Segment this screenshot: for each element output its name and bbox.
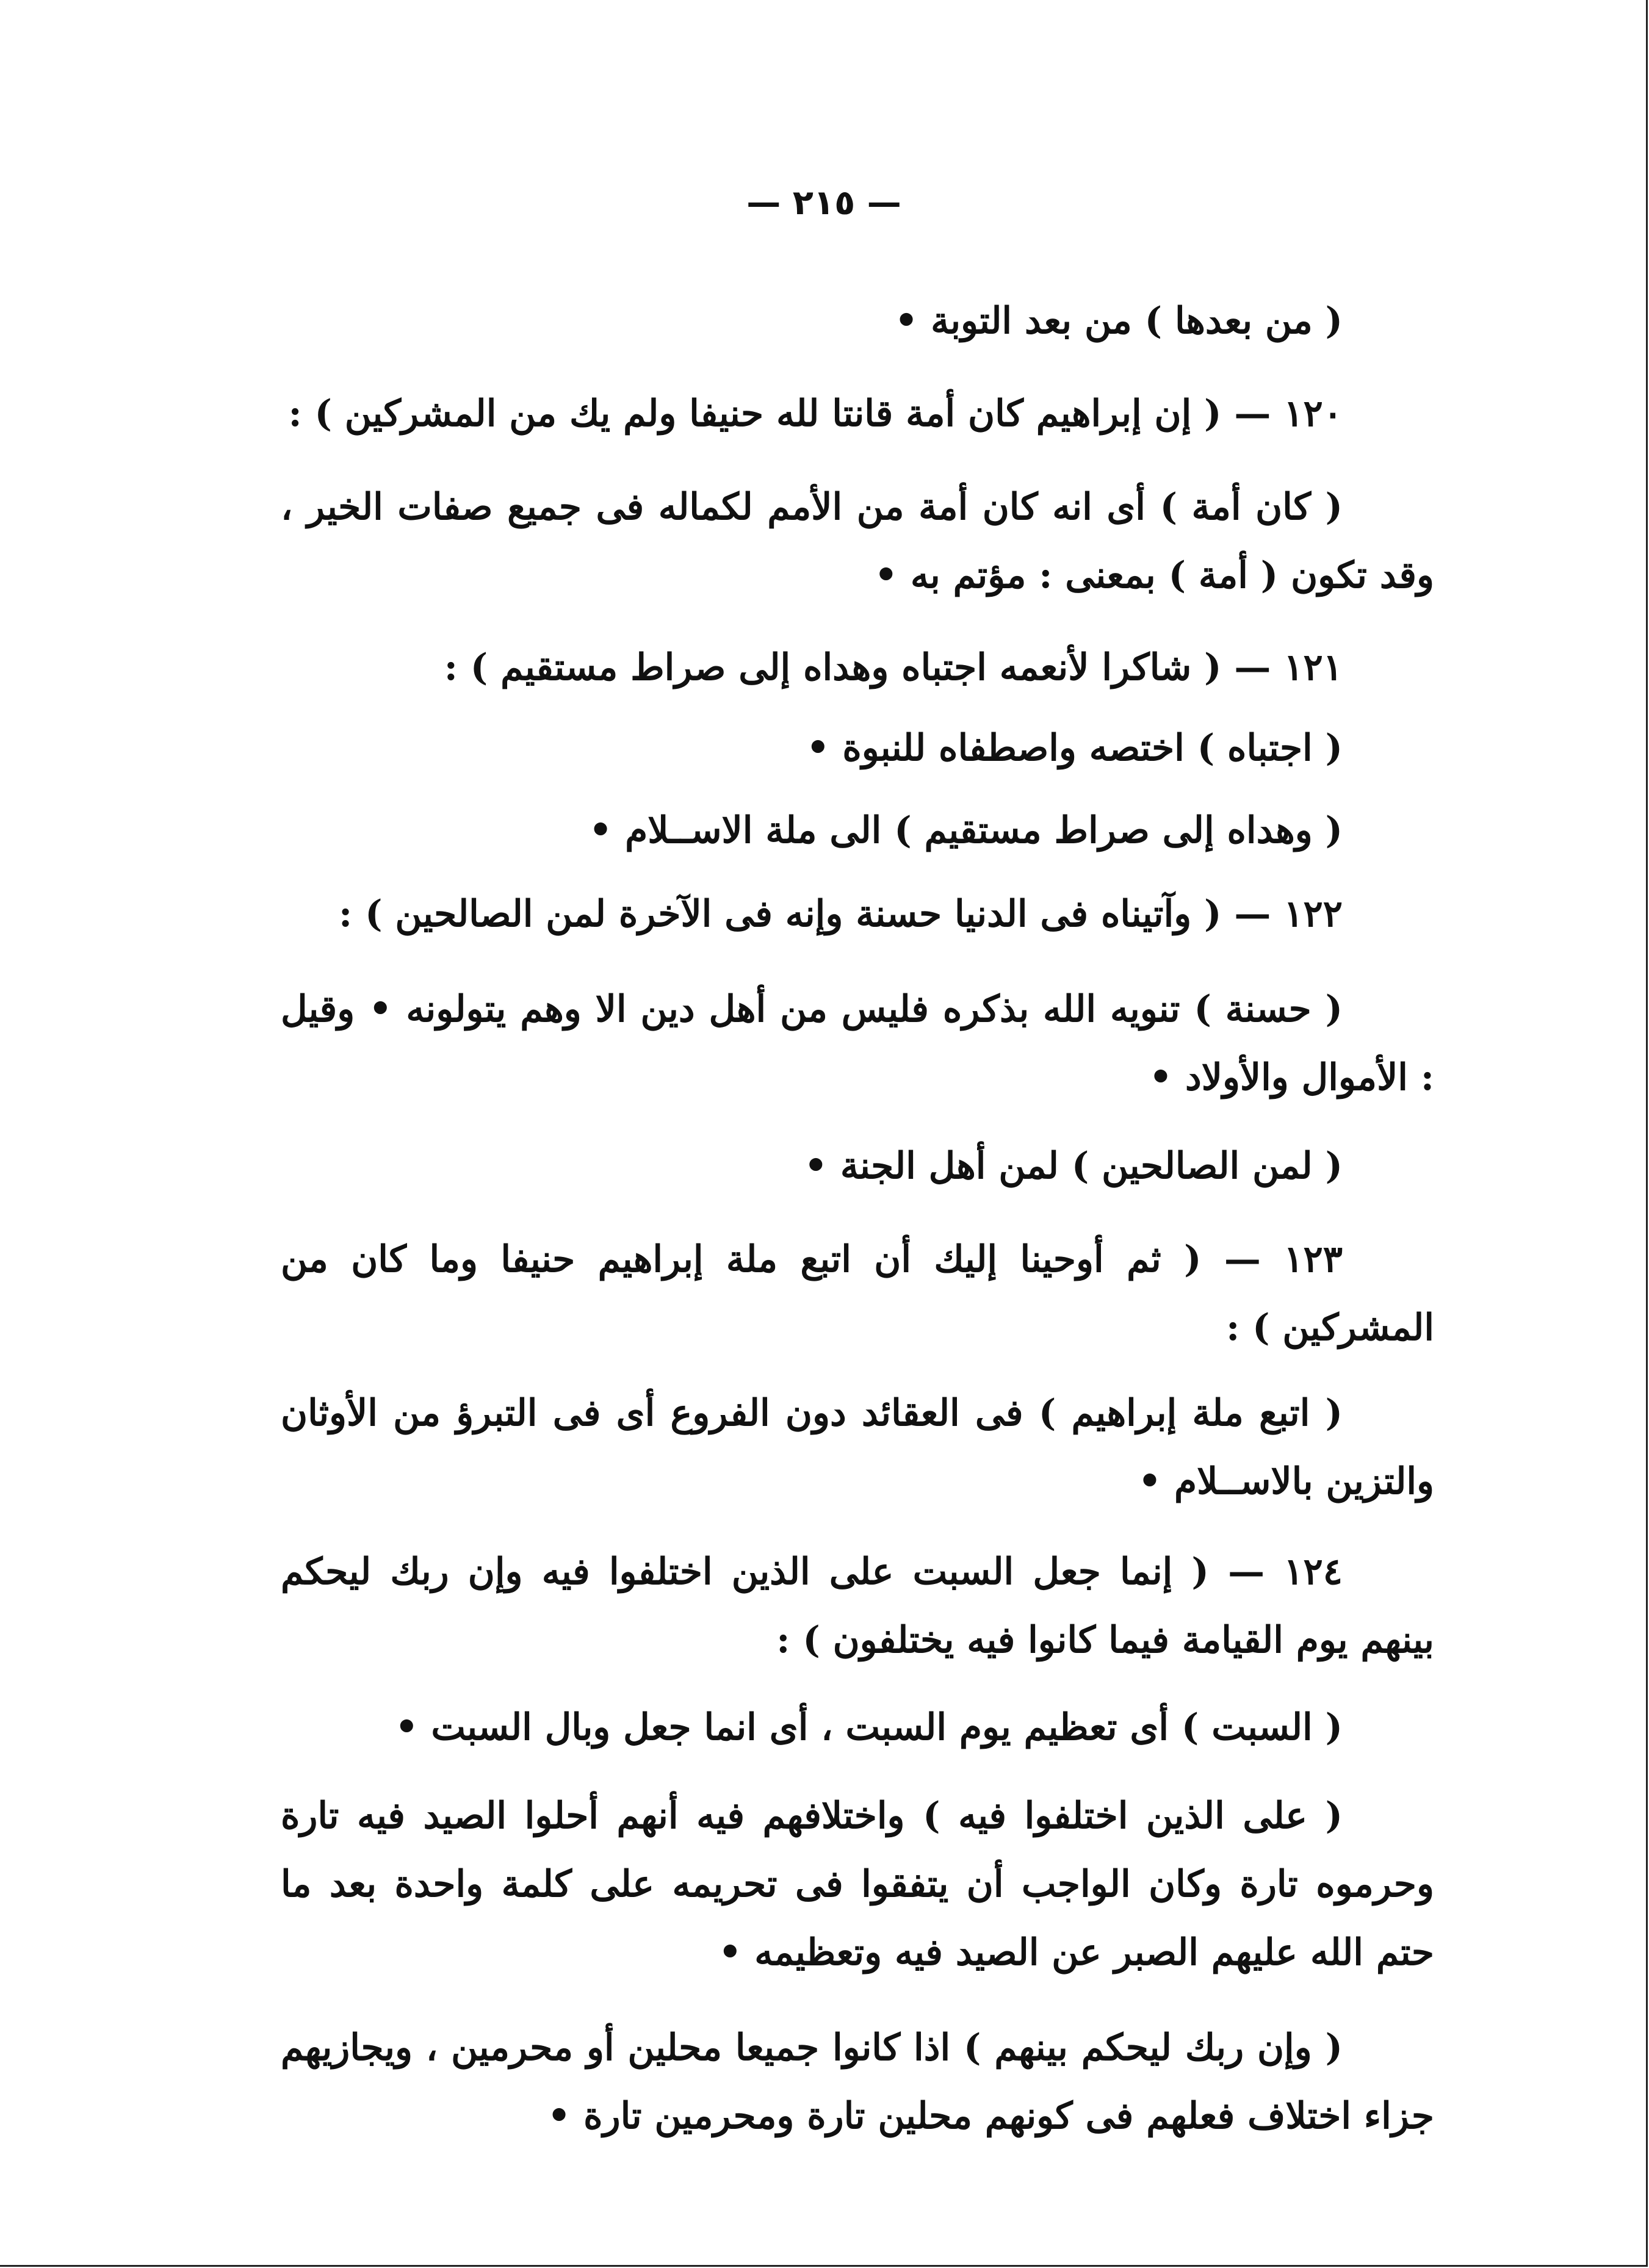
paragraph-6: ( وهداه إلى صراط مستقيم ) الى ملة الاســلام •: [588, 809, 1343, 852]
paragraph-11: ( اتبع ملة إبراهيم ) فى العقائد دون الفروع أى فى التبرؤ من الأوثان والتزين بالاســلام •: [281, 1392, 1434, 1503]
paragraph-3: ( كان أمة ) أى انه كان أمة من الأمم لكماله فى جميع صفات الخير ، وقد تكون ( أمة ) بمعنى : مؤتم به •: [281, 486, 1434, 597]
paragraph-8: ( حسنة ) تنويه الله بذكره فليس من أهل دين الا وهم يتولونه • وقيل : الأموال والأولاد •: [281, 988, 1434, 1099]
paragraph-14: ( على الذين اختلفوا فيه ) واختلافهم فيه أنهم أحلوا الصيد فيه تارة وحرموه تارة وكان الواجب أن يتفقوا فى تحريمه على كلمة واحدة بعد ما حتم الله عليهم الصبر عن الصيد فيه وتعظيمه •: [281, 1795, 1434, 1974]
paragraph-4: ١٢١ — ( شاكرا لأنعمه اجتباه وهداه إلى صراط مستقيم ) :: [444, 646, 1343, 689]
paragraph-7: ١٢٢ — ( وآتيناه فى الدنيا حسنة وإنه فى الآخرة لمن الصالحين ) :: [339, 893, 1343, 935]
paragraph-5: ( اجتباه ) اختصه واصطفاه للنبوة •: [806, 727, 1343, 769]
paragraph-15: ( وإن ربك ليحكم بينهم ) اذا كانوا جميعا محلين أو محرمين ، ويجازيهم جزاء اختلاف فعلهم فى كونهم محلين تارة ومحرمين تارة •: [281, 2026, 1434, 2137]
paragraph-10: ١٢٣ — ( ثم أوحينا إليك أن اتبع ملة إبراهيم حنيفا وما كان من المشركين ) :: [281, 1238, 1434, 1349]
paragraph-9: ( لمن الصالحين ) لمن أهل الجنة •: [804, 1145, 1343, 1187]
paragraph-12: ١٢٤ — ( إنما جعل السبت على الذين اختلفوا فيه وإن ربك ليحكم بينهم يوم القيامة فيما كانوا فيه يختلفون ) :: [281, 1550, 1434, 1661]
paragraph-2: ١٢٠ — ( إن إبراهيم كان أمة قانتا لله حنيفا ولم يك من المشركين ) :: [288, 392, 1343, 435]
paragraph-1: ( من بعدها ) من بعد التوبة •: [894, 300, 1343, 342]
page-number: — ٢١٥ —: [746, 183, 901, 223]
paragraph-13: ( السبت ) أى تعظيم يوم السبت ، أى انما جعل وبال السبت •: [395, 1706, 1343, 1749]
